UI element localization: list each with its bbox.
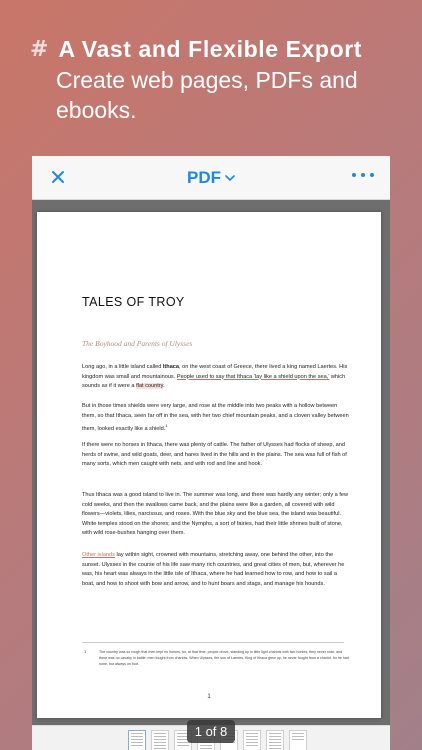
chevron-down-icon [225,175,235,181]
app-screen [32,156,390,750]
text-run: But in those times shields were very large, and rose at the middle into two peaks with a hollow between them, so that Ithaca, seen far off in the sea, with her two chief mountain peaks, and a cloven valley between them, looked exactly like a shield. [82,403,349,433]
hero-subtitle [56,65,410,125]
page-thumbnail[interactable] [128,730,146,750]
footnote-mark: 1 [84,649,87,654]
footnote-text: The country was so rough that men kept no horses, for, at that time, people drove, standing up in little light chariots with two horses; they never rode, and there was no cavalry in battle: men fought from chariots. When Ulysses, the son of Laertes, King of Ithaca grew up, he never fought from a chariot, for he had none, but always on foot. [99,650,349,666]
export-format-selector[interactable] [187,168,235,188]
section-title: The Boyhood and Parents of Ulysses [82,339,193,348]
close-icon[interactable] [48,167,68,187]
more-dot [352,173,356,177]
book-title: TALES OF TROY [82,295,185,309]
text-run: , on the west coast of Greece, there lived a king named Laertes. His kingdom was small and mountainous. [82,364,348,380]
text-run: Long ago, in a little island called [82,364,163,370]
pdf-page[interactable] [37,212,381,718]
text-run: which sounds as if it were a [82,373,346,390]
hero-title-row [30,36,410,63]
navigation-bar [32,156,390,200]
bold-text: Ithaca [162,364,180,370]
highlighted-text[interactable]: flat country [136,383,164,390]
hero-subtitle-line-2: ebooks. [56,97,137,123]
footnote-reference[interactable]: 1 [165,423,168,429]
paragraph-2 [82,402,350,435]
export-format-label: PDF [187,167,221,187]
text-run: . [163,383,165,390]
more-icon[interactable] [352,173,374,177]
paragraph-4: Thus Ithaca was a good island to live in. The summer was long, and there was hardly any winter; only a few cold weeks, and then the swallows came back, and the plains were like a garden, all covered with wild flowers—violets, lilies, narcissus, and roses. With the blue sky and the blue sea, the island was beautiful. White temples stood on the shores; and the Nymphs, a sort of fairies, had their little shrines built of stone, with wild rose-bushes hanging over them. [82,492,349,537]
hero-subtitle-line-1: Create web pages, PDFs and [56,67,358,93]
paragraph-3: If there were no horses in Ithaca, there was plenty of cattle. The father of Ulysses had flocks of sheep, and herds of swine, and wild goats, deer, and hares lived in the hills and in the plains. The sea was full of fish of many sorts, which men caught with nets, and with rod and line and hook. [82,442,347,468]
footnote-divider [82,642,344,643]
page-thumbnail[interactable] [243,730,261,750]
more-dot [361,173,365,177]
page-indicator-badge: 1 of 8 [187,720,235,743]
page-thumbnail[interactable] [289,730,307,750]
page-thumbnail[interactable] [266,730,284,750]
text-link[interactable]: Other islands [82,552,115,558]
hash-icon: # [30,37,49,62]
text-run: lay within sight, crowned with mountains, stretching away, one behind the other, into the sunset. Ulysses in the course of his life saw many rich countries, and great cities of men, but, wherever he was, his heart was always in the little isle of Ithaca, where he had learned how to row, and how to sail a boat, and how to shoot with bow and arrow, and to hunt boars and stags, and manage his hounds. [82,552,345,587]
page-thumbnail[interactable] [151,730,169,750]
hero-title: A Vast and Flexible Export [58,36,363,62]
paragraph-5 [82,551,350,589]
page-number: 1 [207,694,211,700]
more-dot [370,173,374,177]
hero-header [30,36,410,125]
annotated-text[interactable]: People used to say that Ithaca ‘lay like a shield upon the sea,’ [176,373,330,380]
paragraph-1 [82,363,350,392]
